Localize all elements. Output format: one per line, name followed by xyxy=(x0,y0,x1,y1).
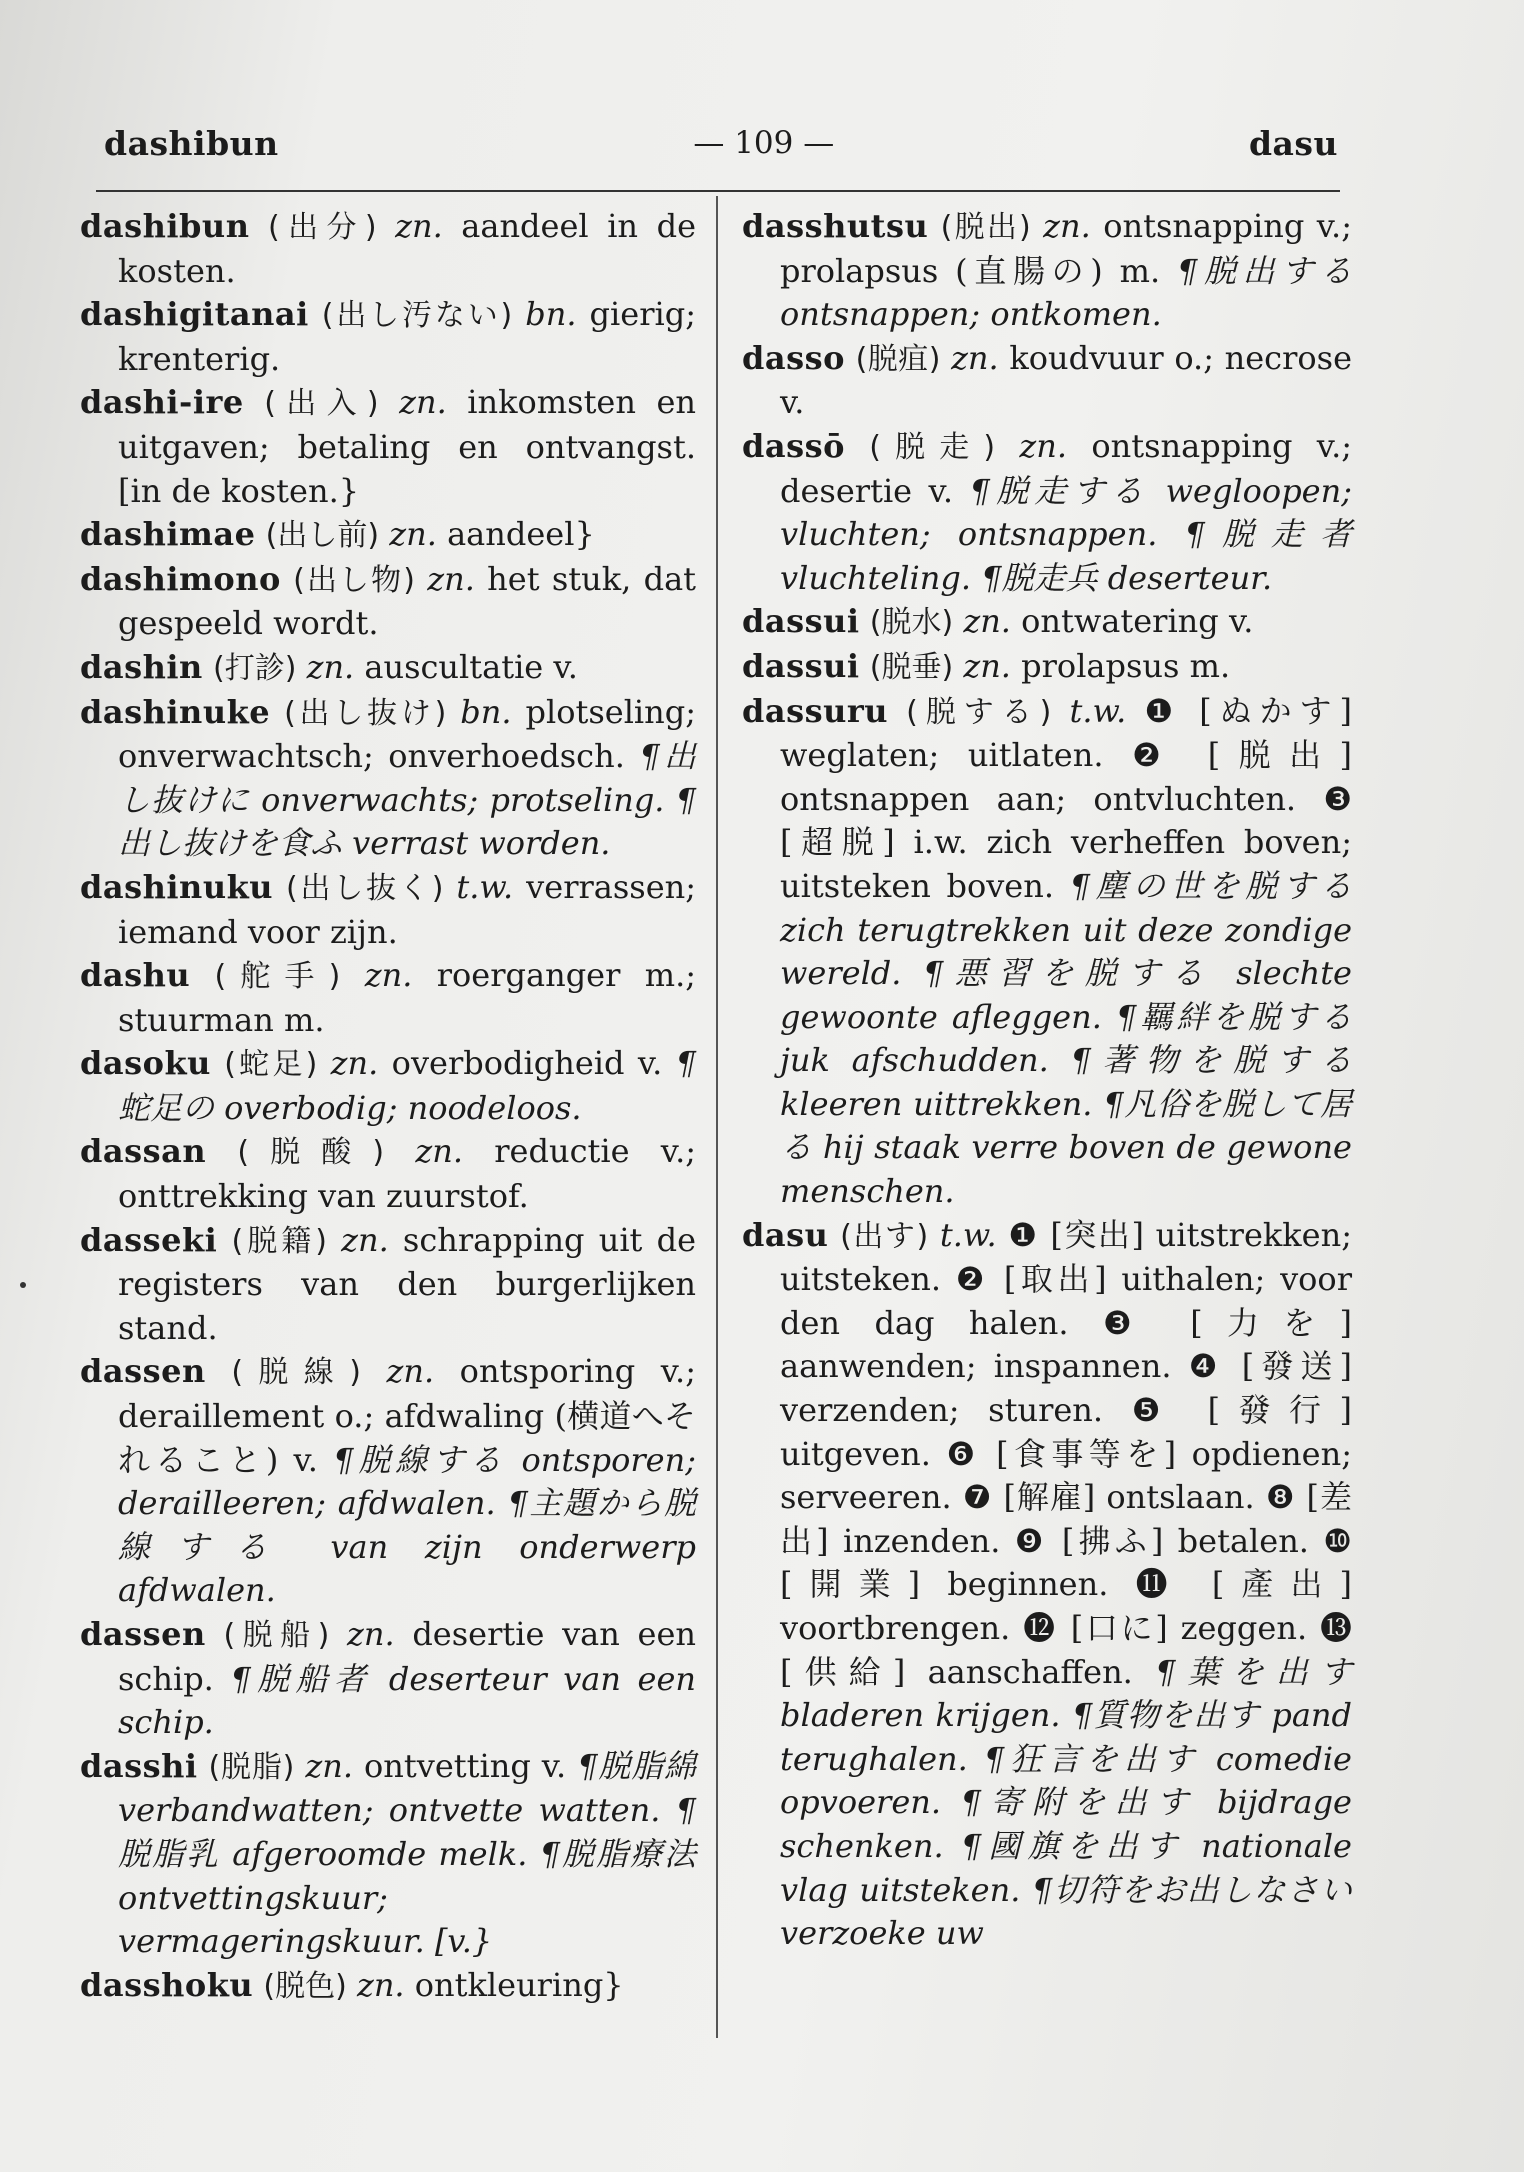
dictionary-entry xyxy=(80,691,696,866)
entry-kanji: (出し物) xyxy=(293,562,415,598)
entry-part-of-speech: zn. xyxy=(951,338,999,377)
right-column xyxy=(742,205,1352,1956)
entry-kanji: (脱酸) xyxy=(237,1135,385,1171)
entry-definition: auscultatie v. xyxy=(364,647,578,686)
entry-headword: dassen xyxy=(80,1615,206,1653)
dictionary-entry xyxy=(742,645,1352,690)
entry-part-of-speech: t.w. xyxy=(939,1215,997,1254)
entry-part-of-speech: t.w. xyxy=(456,867,514,906)
entry-kanji: (脱垂) xyxy=(869,649,954,685)
entry-headword: dashi-ire xyxy=(80,383,244,422)
entry-definition: schrapping uit de registers van den burgerlijken stand. xyxy=(118,1220,696,1347)
entry-headword: dassui xyxy=(742,602,860,641)
page-header xyxy=(104,118,1338,168)
entry-examples: ¶脱船者 deserteur van een schip. xyxy=(118,1659,696,1742)
left-column xyxy=(80,205,696,2008)
entry-part-of-speech: zn. xyxy=(330,1044,379,1083)
entry-kanji: (打診) xyxy=(212,650,297,686)
dictionary-entry xyxy=(80,866,696,954)
entry-headword: dassō xyxy=(742,426,845,465)
entry-definition: gierig; krenterig. xyxy=(118,295,696,378)
entry-definition: aandeel in de kosten. xyxy=(118,207,696,290)
entry-kanji: (脱脂) xyxy=(208,1749,295,1785)
entry-part-of-speech: zn. xyxy=(395,207,443,245)
entry-headword: dassan xyxy=(80,1132,207,1171)
entry-headword: dashinuke xyxy=(80,692,271,731)
dictionary-entry xyxy=(80,1219,696,1351)
entry-headword: dashin xyxy=(80,647,203,686)
dictionary-entry xyxy=(742,690,1352,1214)
entry-headword: dassui xyxy=(742,646,860,685)
entry-definition: ontwatering v. xyxy=(1021,602,1254,641)
dictionary-entry xyxy=(80,1350,696,1613)
entry-definition: reductie v.; onttrekking van zuurstof. xyxy=(118,1132,697,1216)
left-guide-word: dashibun xyxy=(104,123,279,163)
entry-headword: dasu xyxy=(742,1215,829,1254)
dictionary-entry xyxy=(742,205,1352,337)
entry-definition: ontsnapping v.; desertie v. xyxy=(780,426,1353,510)
entry-examples: ¶蛇足の overbodig; noodeloos. xyxy=(118,1044,697,1127)
entry-kanji: (出し前) xyxy=(265,518,380,554)
entry-headword: dashu xyxy=(80,956,191,995)
entry-headword: dashinuku xyxy=(80,867,274,906)
entry-definition: ontkleuring} xyxy=(414,1965,624,2004)
entry-kanji: (蛇足) xyxy=(224,1047,318,1083)
entry-headword: dasoku xyxy=(80,1044,211,1083)
dictionary-entry xyxy=(742,600,1352,645)
entry-definition: prolapsus m. xyxy=(1021,646,1231,685)
dictionary-entry xyxy=(80,558,696,646)
dictionary-entry xyxy=(80,293,696,381)
entry-part-of-speech: zn. xyxy=(415,1132,463,1171)
dictionary-entry xyxy=(80,1745,696,1964)
entry-kanji: (脱色) xyxy=(263,1968,347,2004)
column-divider xyxy=(716,196,718,2038)
entry-definition: koudvuur o.; necrose v. xyxy=(780,338,1353,422)
entry-headword: dasshoku xyxy=(80,1965,254,2004)
header-rule xyxy=(96,190,1340,192)
entry-kanji: (出し抜け) xyxy=(284,695,447,731)
entry-part-of-speech: zn. xyxy=(1043,207,1091,245)
entry-part-of-speech: zn. xyxy=(389,515,437,554)
entry-part-of-speech: zn. xyxy=(963,646,1011,685)
entry-definition: desertie van een schip. xyxy=(118,1615,697,1698)
entry-definition: ontsnapping v.; prolapsus (直腸の) m. xyxy=(780,207,1352,290)
entry-definition: ontvetting v. xyxy=(364,1746,567,1785)
entry-part-of-speech: zn. xyxy=(341,1220,389,1259)
entry-kanji: (脱水) xyxy=(869,605,954,641)
entry-part-of-speech: t.w. xyxy=(1069,691,1127,730)
entry-kanji: (脱出) xyxy=(940,210,1031,245)
entry-headword: dasshi xyxy=(80,1746,198,1785)
entry-definition: ❶ [ぬかす] weglaten; uitlaten. ❷ [脱出] ontsnappen aan; ontvluchten. ❸ [超脱] i.w. zich verheffen boven; uitsteken boven. xyxy=(780,691,1352,905)
entry-definition: verrassen; iemand voor zijn. xyxy=(118,867,697,951)
entry-examples: ¶塵の世を脱する zich terugtrekken uit deze zondige wereld. ¶悪習を脱する slechte gewoonte afleggen. ¶羈絆を脱する juk afschudden. ¶著物を脱する kleeren uittrekken. ¶凡俗を脱して居る hij staak verre boven de gewone menschen. xyxy=(780,866,1352,1211)
entry-kanji: (脱する) xyxy=(906,694,1052,730)
entry-part-of-speech: zn. xyxy=(305,1746,354,1785)
dictionary-entry xyxy=(80,954,696,1042)
entry-definition: aandeel} xyxy=(447,515,595,554)
dictionary-entry xyxy=(80,1130,696,1218)
entry-kanji: (脱船) xyxy=(223,1618,330,1653)
page-number: — 109 — xyxy=(693,125,835,161)
entry-kanji: (出し汚ない) xyxy=(321,298,513,334)
entry-part-of-speech: bn. xyxy=(525,295,577,334)
dictionary-entry xyxy=(742,425,1352,600)
entry-headword: dashimae xyxy=(80,515,256,554)
dictionary-entry xyxy=(80,381,696,513)
entry-examples: ¶脱出する ontsnappen; ontkomen. xyxy=(780,251,1352,334)
dictionary-entry xyxy=(80,1964,696,2009)
entry-kanji: (出分) xyxy=(268,210,377,245)
entry-kanji: (脱走) xyxy=(869,429,996,465)
entry-headword: dashigitanai xyxy=(80,295,309,334)
entry-definition: ontsporing v.; deraillement o.; afdwaling (横道へそれること) v. xyxy=(118,1352,696,1479)
entry-examples: ¶脱走する wegloopen; vluchten; ontsnappen. ¶脱走者 vluchteling. ¶脱走兵 deserteur. xyxy=(780,471,1353,597)
dictionary-entry xyxy=(742,337,1352,425)
entry-part-of-speech: zn. xyxy=(399,383,447,422)
entry-part-of-speech: zn. xyxy=(963,602,1011,641)
entry-part-of-speech: zn. xyxy=(1019,426,1068,465)
entry-headword: dasseki xyxy=(80,1220,218,1259)
dictionary-entry xyxy=(80,1613,696,1745)
entry-definition: het stuk, dat gespeeld wordt. xyxy=(118,559,697,643)
entry-kanji: (脱線) xyxy=(231,1355,361,1391)
entry-part-of-speech: zn. xyxy=(386,1352,435,1391)
entry-definition: plotseling; onverwachtsch; onverhoedsch. xyxy=(118,692,697,776)
entry-part-of-speech: zn. xyxy=(364,956,413,995)
margin-mark xyxy=(20,1282,26,1288)
entry-part-of-speech: zn. xyxy=(427,559,475,598)
entry-examples: ¶脱線する ontsporen; derailleeren; afdwalen. ¶主題から脱線する van zijn onderwerp afdwalen. xyxy=(118,1440,696,1610)
entry-part-of-speech: zn. xyxy=(347,1615,395,1653)
entry-definition: ❶ [突出] uitstrekken; uitsteken. ❷ [取出] uithalen; voor den dag halen. ❸ [力を] aanwenden; inspannen. ❹ [發送] verzenden; sturen. ❺ [發行] uitgeven. ❻ [食事等を] opdienen; serveeren. ❼ [解雇] ontslaan. ❽ [差出] inzenden. ❾ [拂ふ] betalen. ❿ [開業] beginnen. ⓫ [產出] voortbrengen. ⓬ [口に] zeggen. ⓭ [供給] aanschaffen. xyxy=(780,1215,1352,1691)
entry-kanji: (脱籍) xyxy=(231,1223,327,1259)
entry-headword: dashimono xyxy=(80,559,281,598)
right-guide-word: dasu xyxy=(1248,123,1338,163)
entry-headword: dashibun xyxy=(80,207,250,245)
entry-examples: ¶出し抜けに onverwachts; protseling. ¶出し抜けを食ふ verrast worden. xyxy=(118,737,696,863)
entry-definition: inkomsten en uitgaven; betaling en ontvangst. [in de kosten.} xyxy=(118,383,697,510)
entry-part-of-speech: zn. xyxy=(306,647,355,686)
entry-part-of-speech: zn. xyxy=(356,1965,405,2004)
dictionary-entry xyxy=(80,646,696,691)
dictionary-entry xyxy=(742,1214,1352,1956)
entry-definition: roerganger m.; stuurman m. xyxy=(118,956,697,1039)
dictionary-entry xyxy=(80,513,696,558)
dictionary-entry xyxy=(80,205,696,293)
entry-examples: ¶脱脂綿 verbandwatten; ontvette watten. ¶脱脂乳 afgeroomde melk. ¶脱脂療法 ontvettingskuur; vermageringskuur. [v.} xyxy=(118,1746,697,1961)
dictionary-entry xyxy=(80,1042,696,1130)
entry-kanji: (出す) xyxy=(840,1218,929,1254)
entry-headword: dassen xyxy=(80,1352,206,1391)
entry-part-of-speech: bn. xyxy=(460,692,512,731)
entry-headword: dassuru xyxy=(742,691,889,730)
entry-kanji: (出入) xyxy=(264,386,379,422)
entry-kanji: (舵手) xyxy=(214,959,341,995)
entry-kanji: (出し抜く) xyxy=(286,870,444,906)
entry-headword: dasso xyxy=(742,338,845,377)
entry-headword: dasshutsu xyxy=(742,207,929,245)
entry-kanji: (脱疽) xyxy=(855,341,941,377)
entry-definition: overbodigheid v. xyxy=(391,1044,663,1083)
entry-examples: ¶葉を出す bladeren krijgen. ¶質物を出す pand terughalen. ¶狂言を出す comedie opvoeren. ¶寄附を出す bijdrage schenken. ¶國旗を出す nationale vlag uitsteken. ¶切符をお出しなさい verzoeke uw xyxy=(780,1652,1352,1953)
